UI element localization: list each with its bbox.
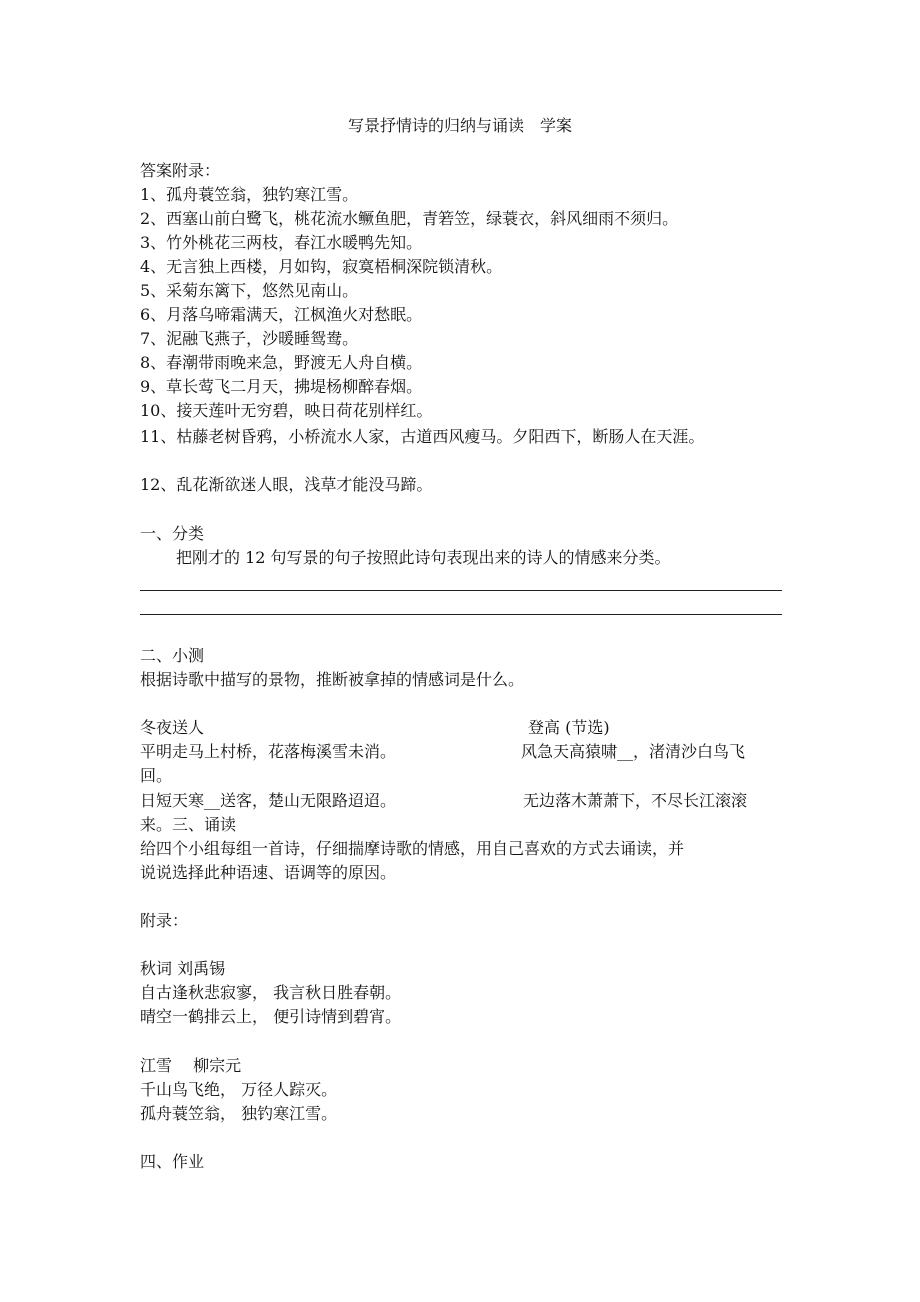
appendix-poem-title: 秋词 刘禹锡: [140, 959, 226, 978]
appendix-heading: 附录：: [140, 911, 189, 930]
answer-item: 9、草长莺飞二月天，拂堤杨柳醉春烟。: [140, 377, 423, 396]
poem-line-wrap: 来。三、诵读: [140, 815, 237, 834]
appendix-poem-line: 孤舟蓑笠翁， 独钓寒江雪。: [140, 1104, 338, 1123]
poem-title-left: 冬夜送人: [140, 718, 205, 737]
appendix-poem-line: 千山鸟飞绝， 万径人踪灭。: [140, 1080, 338, 1099]
answer-item: 3、竹外桃花三两枝，春江水暖鸭先知。: [140, 233, 423, 252]
answer-item: 2、西塞山前白鹭飞，桃花流水鳜鱼肥，青箬笠，绿蓑衣，斜风细雨不须归。: [140, 209, 679, 228]
section4-heading: 四、作业: [140, 1152, 205, 1171]
answer-blank-line: [140, 614, 782, 615]
appendix-poem-line: 自古逢秋悲寂寥， 我言秋日胜春朝。: [140, 983, 402, 1002]
answer-item: 7、泥融飞燕子，沙暖睡鸳鸯。: [140, 329, 359, 348]
section1-heading: 一、分类: [140, 524, 205, 543]
section2-heading: 二、小测: [140, 646, 205, 665]
section2-instruction: 根据诗歌中描写的景物，推断被拿掉的情感词是什么。: [140, 670, 525, 689]
answer-blank-line: [140, 590, 782, 591]
answers-heading: 答案附录：: [140, 161, 221, 180]
answer-item: 5、采菊东篱下，悠然见南山。: [140, 281, 359, 300]
poem-line-left: 日短天寒__送客，楚山无限路迢迢。: [140, 791, 397, 810]
section1-instruction: 把刚才的 12 句写景的句子按照此诗句表现出来的诗人的情感来分类。: [176, 548, 671, 567]
poem-line-left: 平明走马上村桥，花落梅溪雪未消。: [140, 742, 397, 761]
poem-title-right: 登高 (节选): [528, 718, 610, 737]
answer-item: 8、春潮带雨晚来急，野渡无人舟自横。: [140, 353, 423, 372]
poem-line-wrap: 回。: [140, 766, 173, 785]
poem-line-right: 风急天高猿啸__，渚清沙白鸟飞: [521, 742, 746, 761]
answer-item: 10、接天莲叶无穷碧，映日荷花别样红。: [140, 401, 433, 420]
appendix-poem-line: 晴空一鹤排云上， 便引诗情到碧宵。: [140, 1007, 402, 1026]
page-title: 写景抒情诗的归纳与诵读 学案: [347, 116, 572, 135]
poem-line-right: 无边落木萧萧下，不尽长江滚滚: [523, 791, 748, 810]
section3-text: 说说选择此种语速、语调等的原因。: [140, 863, 397, 882]
section3-text: 给四个小组每组一首诗，仔细揣摩诗歌的情感，用自己喜欢的方式去诵读，并: [140, 839, 685, 858]
answer-item: 11、枯藤老树昏鸦，小桥流水人家，古道西风瘦马。夕阳西下，断肠人在天涯。: [140, 427, 705, 446]
answer-item: 12、乱花渐欲迷人眼，浅草才能没马蹄。: [140, 475, 433, 494]
answer-item: 1、孤舟蓑笠翁，独钓寒江雪。: [140, 185, 359, 204]
answer-item: 6、月落乌啼霜满天，江枫渔火对愁眠。: [140, 305, 423, 324]
appendix-poem-title: 江雪 柳宗元: [140, 1056, 242, 1075]
answer-item: 4、无言独上西楼，月如钩，寂寞梧桐深院锁清秋。: [140, 257, 503, 276]
